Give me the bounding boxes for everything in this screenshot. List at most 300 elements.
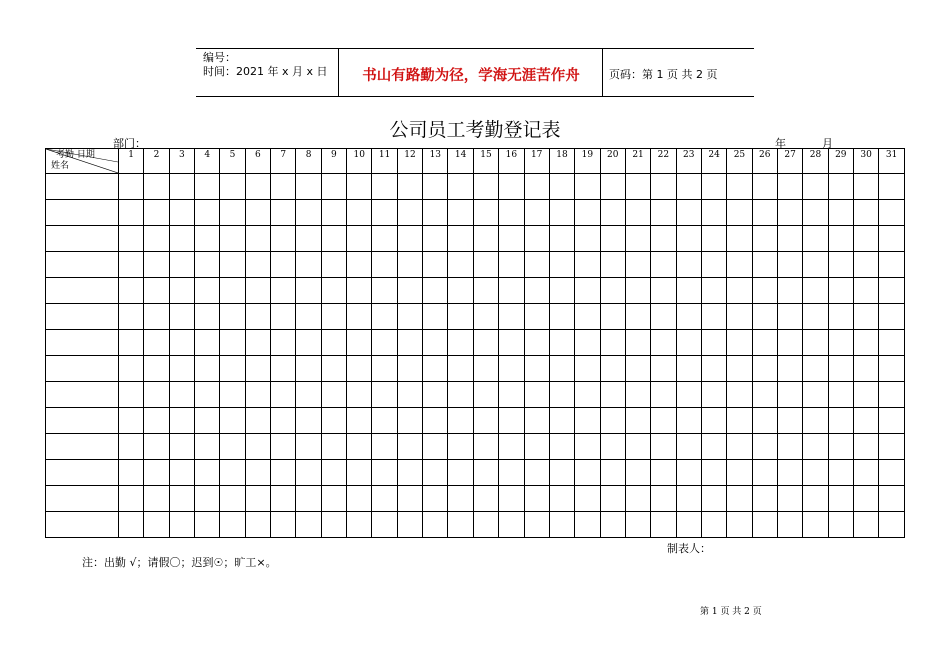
attendance-cell[interactable]	[625, 252, 650, 278]
attendance-cell[interactable]	[321, 356, 346, 382]
attendance-cell[interactable]	[853, 200, 878, 226]
attendance-cell[interactable]	[321, 278, 346, 304]
attendance-cell[interactable]	[119, 382, 144, 408]
attendance-cell[interactable]	[879, 382, 905, 408]
attendance-cell[interactable]	[752, 200, 777, 226]
attendance-cell[interactable]	[321, 460, 346, 486]
attendance-cell[interactable]	[423, 304, 448, 330]
attendance-cell[interactable]	[575, 382, 600, 408]
attendance-cell[interactable]	[372, 200, 397, 226]
attendance-cell[interactable]	[245, 226, 270, 252]
attendance-cell[interactable]	[701, 252, 726, 278]
attendance-cell[interactable]	[347, 330, 372, 356]
attendance-cell[interactable]	[828, 512, 853, 538]
attendance-cell[interactable]	[321, 512, 346, 538]
attendance-cell[interactable]	[651, 356, 676, 382]
attendance-cell[interactable]	[727, 486, 752, 512]
attendance-cell[interactable]	[296, 486, 321, 512]
attendance-cell[interactable]	[651, 200, 676, 226]
attendance-cell[interactable]	[195, 330, 220, 356]
attendance-cell[interactable]	[499, 408, 524, 434]
attendance-cell[interactable]	[423, 330, 448, 356]
attendance-cell[interactable]	[397, 486, 422, 512]
attendance-cell[interactable]	[575, 174, 600, 200]
attendance-cell[interactable]	[879, 486, 905, 512]
attendance-cell[interactable]	[220, 200, 245, 226]
attendance-cell[interactable]	[701, 434, 726, 460]
attendance-cell[interactable]	[701, 304, 726, 330]
attendance-cell[interactable]	[549, 460, 574, 486]
attendance-cell[interactable]	[144, 278, 169, 304]
attendance-cell[interactable]	[473, 174, 498, 200]
attendance-cell[interactable]	[347, 460, 372, 486]
attendance-cell[interactable]	[144, 408, 169, 434]
attendance-cell[interactable]	[448, 434, 473, 460]
attendance-cell[interactable]	[347, 252, 372, 278]
attendance-cell[interactable]	[347, 304, 372, 330]
attendance-cell[interactable]	[549, 486, 574, 512]
name-cell[interactable]	[46, 382, 119, 408]
attendance-cell[interactable]	[828, 174, 853, 200]
attendance-cell[interactable]	[853, 226, 878, 252]
attendance-cell[interactable]	[549, 278, 574, 304]
attendance-cell[interactable]	[828, 434, 853, 460]
attendance-cell[interactable]	[828, 304, 853, 330]
name-cell[interactable]	[46, 200, 119, 226]
attendance-cell[interactable]	[220, 278, 245, 304]
attendance-cell[interactable]	[245, 486, 270, 512]
attendance-cell[interactable]	[119, 304, 144, 330]
attendance-cell[interactable]	[727, 356, 752, 382]
attendance-cell[interactable]	[777, 330, 802, 356]
attendance-cell[interactable]	[321, 408, 346, 434]
attendance-cell[interactable]	[651, 460, 676, 486]
attendance-cell[interactable]	[777, 434, 802, 460]
attendance-cell[interactable]	[473, 434, 498, 460]
attendance-cell[interactable]	[625, 304, 650, 330]
attendance-cell[interactable]	[271, 408, 296, 434]
attendance-cell[interactable]	[853, 330, 878, 356]
attendance-cell[interactable]	[803, 434, 828, 460]
attendance-cell[interactable]	[245, 408, 270, 434]
attendance-cell[interactable]	[448, 252, 473, 278]
attendance-cell[interactable]	[296, 330, 321, 356]
attendance-cell[interactable]	[169, 408, 194, 434]
attendance-cell[interactable]	[195, 486, 220, 512]
attendance-cell[interactable]	[499, 434, 524, 460]
attendance-cell[interactable]	[727, 512, 752, 538]
attendance-cell[interactable]	[752, 408, 777, 434]
attendance-cell[interactable]	[676, 174, 701, 200]
attendance-cell[interactable]	[397, 278, 422, 304]
attendance-cell[interactable]	[296, 200, 321, 226]
attendance-cell[interactable]	[701, 200, 726, 226]
attendance-cell[interactable]	[600, 174, 625, 200]
attendance-cell[interactable]	[448, 174, 473, 200]
attendance-cell[interactable]	[803, 330, 828, 356]
attendance-cell[interactable]	[245, 434, 270, 460]
attendance-cell[interactable]	[448, 226, 473, 252]
attendance-cell[interactable]	[321, 330, 346, 356]
attendance-cell[interactable]	[448, 460, 473, 486]
attendance-cell[interactable]	[727, 226, 752, 252]
attendance-cell[interactable]	[119, 330, 144, 356]
attendance-cell[interactable]	[144, 434, 169, 460]
attendance-cell[interactable]	[600, 330, 625, 356]
attendance-cell[interactable]	[600, 304, 625, 330]
attendance-cell[interactable]	[879, 434, 905, 460]
attendance-cell[interactable]	[600, 252, 625, 278]
attendance-cell[interactable]	[144, 174, 169, 200]
attendance-cell[interactable]	[803, 356, 828, 382]
attendance-cell[interactable]	[347, 512, 372, 538]
attendance-cell[interactable]	[524, 252, 549, 278]
attendance-cell[interactable]	[347, 434, 372, 460]
attendance-cell[interactable]	[372, 174, 397, 200]
attendance-cell[interactable]	[195, 174, 220, 200]
attendance-cell[interactable]	[423, 486, 448, 512]
attendance-cell[interactable]	[752, 512, 777, 538]
attendance-cell[interactable]	[651, 226, 676, 252]
attendance-cell[interactable]	[828, 278, 853, 304]
attendance-cell[interactable]	[879, 174, 905, 200]
attendance-cell[interactable]	[195, 434, 220, 460]
attendance-cell[interactable]	[245, 174, 270, 200]
attendance-cell[interactable]	[397, 252, 422, 278]
attendance-cell[interactable]	[575, 304, 600, 330]
attendance-cell[interactable]	[625, 330, 650, 356]
attendance-cell[interactable]	[600, 356, 625, 382]
attendance-cell[interactable]	[499, 226, 524, 252]
attendance-cell[interactable]	[271, 278, 296, 304]
attendance-cell[interactable]	[524, 304, 549, 330]
attendance-cell[interactable]	[321, 226, 346, 252]
attendance-cell[interactable]	[321, 382, 346, 408]
attendance-cell[interactable]	[625, 486, 650, 512]
attendance-cell[interactable]	[803, 460, 828, 486]
attendance-cell[interactable]	[271, 356, 296, 382]
attendance-cell[interactable]	[321, 486, 346, 512]
attendance-cell[interactable]	[271, 304, 296, 330]
attendance-cell[interactable]	[473, 304, 498, 330]
attendance-cell[interactable]	[727, 330, 752, 356]
name-cell[interactable]	[46, 252, 119, 278]
attendance-cell[interactable]	[625, 174, 650, 200]
attendance-cell[interactable]	[575, 200, 600, 226]
attendance-cell[interactable]	[651, 278, 676, 304]
attendance-cell[interactable]	[701, 226, 726, 252]
attendance-cell[interactable]	[169, 486, 194, 512]
attendance-cell[interactable]	[524, 330, 549, 356]
attendance-cell[interactable]	[524, 512, 549, 538]
attendance-cell[interactable]	[169, 356, 194, 382]
attendance-cell[interactable]	[220, 512, 245, 538]
attendance-cell[interactable]	[575, 330, 600, 356]
attendance-cell[interactable]	[828, 252, 853, 278]
attendance-cell[interactable]	[853, 304, 878, 330]
attendance-cell[interactable]	[752, 226, 777, 252]
attendance-cell[interactable]	[777, 512, 802, 538]
attendance-cell[interactable]	[549, 512, 574, 538]
name-cell[interactable]	[46, 434, 119, 460]
attendance-cell[interactable]	[169, 382, 194, 408]
attendance-cell[interactable]	[448, 408, 473, 434]
attendance-cell[interactable]	[169, 252, 194, 278]
attendance-cell[interactable]	[321, 200, 346, 226]
attendance-cell[interactable]	[803, 174, 828, 200]
attendance-cell[interactable]	[524, 434, 549, 460]
attendance-cell[interactable]	[296, 512, 321, 538]
attendance-cell[interactable]	[625, 382, 650, 408]
attendance-cell[interactable]	[524, 226, 549, 252]
attendance-cell[interactable]	[676, 486, 701, 512]
attendance-cell[interactable]	[701, 408, 726, 434]
attendance-cell[interactable]	[473, 486, 498, 512]
attendance-cell[interactable]	[701, 174, 726, 200]
attendance-cell[interactable]	[777, 304, 802, 330]
attendance-cell[interactable]	[296, 226, 321, 252]
attendance-cell[interactable]	[119, 486, 144, 512]
attendance-cell[interactable]	[423, 200, 448, 226]
attendance-cell[interactable]	[448, 382, 473, 408]
attendance-cell[interactable]	[676, 330, 701, 356]
attendance-cell[interactable]	[625, 460, 650, 486]
attendance-cell[interactable]	[676, 226, 701, 252]
attendance-cell[interactable]	[676, 200, 701, 226]
attendance-cell[interactable]	[372, 278, 397, 304]
attendance-cell[interactable]	[879, 304, 905, 330]
attendance-cell[interactable]	[828, 408, 853, 434]
attendance-cell[interactable]	[397, 226, 422, 252]
attendance-cell[interactable]	[119, 460, 144, 486]
attendance-cell[interactable]	[423, 174, 448, 200]
attendance-cell[interactable]	[296, 382, 321, 408]
attendance-cell[interactable]	[777, 226, 802, 252]
attendance-cell[interactable]	[600, 434, 625, 460]
attendance-cell[interactable]	[752, 174, 777, 200]
attendance-cell[interactable]	[777, 408, 802, 434]
attendance-cell[interactable]	[803, 226, 828, 252]
attendance-cell[interactable]	[473, 356, 498, 382]
attendance-cell[interactable]	[499, 330, 524, 356]
attendance-cell[interactable]	[600, 382, 625, 408]
attendance-cell[interactable]	[347, 278, 372, 304]
attendance-cell[interactable]	[727, 278, 752, 304]
attendance-cell[interactable]	[625, 226, 650, 252]
attendance-cell[interactable]	[169, 460, 194, 486]
attendance-cell[interactable]	[549, 174, 574, 200]
attendance-cell[interactable]	[119, 226, 144, 252]
attendance-cell[interactable]	[448, 278, 473, 304]
attendance-cell[interactable]	[195, 382, 220, 408]
attendance-cell[interactable]	[372, 486, 397, 512]
attendance-cell[interactable]	[651, 382, 676, 408]
attendance-cell[interactable]	[473, 460, 498, 486]
attendance-cell[interactable]	[144, 304, 169, 330]
attendance-cell[interactable]	[828, 486, 853, 512]
attendance-cell[interactable]	[473, 330, 498, 356]
attendance-cell[interactable]	[448, 200, 473, 226]
attendance-cell[interactable]	[853, 174, 878, 200]
attendance-cell[interactable]	[524, 408, 549, 434]
attendance-cell[interactable]	[701, 486, 726, 512]
attendance-cell[interactable]	[245, 252, 270, 278]
attendance-cell[interactable]	[879, 512, 905, 538]
attendance-cell[interactable]	[245, 460, 270, 486]
attendance-cell[interactable]	[651, 174, 676, 200]
attendance-cell[interactable]	[397, 356, 422, 382]
attendance-cell[interactable]	[549, 408, 574, 434]
attendance-cell[interactable]	[423, 226, 448, 252]
attendance-cell[interactable]	[321, 304, 346, 330]
attendance-cell[interactable]	[169, 512, 194, 538]
attendance-cell[interactable]	[347, 408, 372, 434]
attendance-cell[interactable]	[777, 278, 802, 304]
attendance-cell[interactable]	[296, 304, 321, 330]
attendance-cell[interactable]	[803, 252, 828, 278]
attendance-cell[interactable]	[625, 408, 650, 434]
attendance-cell[interactable]	[777, 382, 802, 408]
attendance-cell[interactable]	[575, 460, 600, 486]
attendance-cell[interactable]	[195, 200, 220, 226]
attendance-cell[interactable]	[423, 460, 448, 486]
attendance-cell[interactable]	[473, 382, 498, 408]
attendance-cell[interactable]	[119, 434, 144, 460]
attendance-cell[interactable]	[195, 460, 220, 486]
attendance-cell[interactable]	[828, 382, 853, 408]
attendance-cell[interactable]	[245, 330, 270, 356]
attendance-cell[interactable]	[321, 434, 346, 460]
attendance-cell[interactable]	[245, 382, 270, 408]
attendance-cell[interactable]	[752, 252, 777, 278]
attendance-cell[interactable]	[119, 174, 144, 200]
attendance-cell[interactable]	[879, 278, 905, 304]
attendance-cell[interactable]	[600, 486, 625, 512]
attendance-cell[interactable]	[245, 200, 270, 226]
attendance-cell[interactable]	[499, 200, 524, 226]
attendance-cell[interactable]	[499, 174, 524, 200]
attendance-cell[interactable]	[701, 382, 726, 408]
attendance-cell[interactable]	[727, 382, 752, 408]
attendance-cell[interactable]	[144, 460, 169, 486]
attendance-cell[interactable]	[271, 512, 296, 538]
attendance-cell[interactable]	[575, 278, 600, 304]
attendance-cell[interactable]	[853, 356, 878, 382]
attendance-cell[interactable]	[397, 174, 422, 200]
attendance-cell[interactable]	[600, 460, 625, 486]
attendance-cell[interactable]	[271, 174, 296, 200]
name-cell[interactable]	[46, 460, 119, 486]
attendance-cell[interactable]	[347, 200, 372, 226]
attendance-cell[interactable]	[676, 460, 701, 486]
attendance-cell[interactable]	[752, 460, 777, 486]
attendance-cell[interactable]	[144, 486, 169, 512]
attendance-cell[interactable]	[777, 460, 802, 486]
attendance-cell[interactable]	[245, 304, 270, 330]
attendance-cell[interactable]	[473, 252, 498, 278]
attendance-cell[interactable]	[144, 226, 169, 252]
attendance-cell[interactable]	[752, 382, 777, 408]
attendance-cell[interactable]	[549, 226, 574, 252]
attendance-cell[interactable]	[296, 434, 321, 460]
name-cell[interactable]	[46, 512, 119, 538]
attendance-cell[interactable]	[549, 382, 574, 408]
attendance-cell[interactable]	[853, 408, 878, 434]
attendance-cell[interactable]	[524, 200, 549, 226]
attendance-cell[interactable]	[524, 460, 549, 486]
attendance-cell[interactable]	[727, 200, 752, 226]
attendance-cell[interactable]	[752, 330, 777, 356]
attendance-cell[interactable]	[853, 512, 878, 538]
attendance-cell[interactable]	[828, 330, 853, 356]
attendance-cell[interactable]	[651, 408, 676, 434]
attendance-cell[interactable]	[119, 408, 144, 434]
attendance-cell[interactable]	[220, 226, 245, 252]
attendance-cell[interactable]	[347, 486, 372, 512]
attendance-cell[interactable]	[321, 252, 346, 278]
attendance-cell[interactable]	[727, 304, 752, 330]
attendance-cell[interactable]	[220, 408, 245, 434]
attendance-cell[interactable]	[676, 434, 701, 460]
attendance-cell[interactable]	[676, 408, 701, 434]
attendance-cell[interactable]	[575, 408, 600, 434]
attendance-cell[interactable]	[372, 434, 397, 460]
attendance-cell[interactable]	[397, 408, 422, 434]
attendance-cell[interactable]	[828, 226, 853, 252]
attendance-cell[interactable]	[169, 304, 194, 330]
attendance-cell[interactable]	[828, 356, 853, 382]
attendance-cell[interactable]	[372, 408, 397, 434]
attendance-cell[interactable]	[549, 304, 574, 330]
attendance-cell[interactable]	[220, 174, 245, 200]
attendance-cell[interactable]	[803, 486, 828, 512]
attendance-cell[interactable]	[372, 460, 397, 486]
attendance-cell[interactable]	[625, 356, 650, 382]
attendance-cell[interactable]	[220, 330, 245, 356]
attendance-cell[interactable]	[195, 226, 220, 252]
attendance-cell[interactable]	[245, 278, 270, 304]
attendance-cell[interactable]	[575, 486, 600, 512]
attendance-cell[interactable]	[220, 252, 245, 278]
attendance-cell[interactable]	[271, 200, 296, 226]
attendance-cell[interactable]	[777, 356, 802, 382]
attendance-cell[interactable]	[499, 304, 524, 330]
attendance-cell[interactable]	[271, 226, 296, 252]
attendance-cell[interactable]	[473, 200, 498, 226]
attendance-cell[interactable]	[701, 278, 726, 304]
attendance-cell[interactable]	[651, 330, 676, 356]
attendance-cell[interactable]	[423, 512, 448, 538]
attendance-cell[interactable]	[169, 200, 194, 226]
attendance-cell[interactable]	[676, 304, 701, 330]
attendance-cell[interactable]	[245, 512, 270, 538]
attendance-cell[interactable]	[220, 460, 245, 486]
attendance-cell[interactable]	[423, 382, 448, 408]
attendance-cell[interactable]	[625, 512, 650, 538]
attendance-cell[interactable]	[803, 278, 828, 304]
attendance-cell[interactable]	[397, 330, 422, 356]
attendance-cell[interactable]	[752, 304, 777, 330]
attendance-cell[interactable]	[372, 252, 397, 278]
attendance-cell[interactable]	[777, 174, 802, 200]
attendance-cell[interactable]	[879, 252, 905, 278]
attendance-cell[interactable]	[727, 174, 752, 200]
attendance-cell[interactable]	[701, 356, 726, 382]
attendance-cell[interactable]	[853, 382, 878, 408]
attendance-cell[interactable]	[448, 356, 473, 382]
attendance-cell[interactable]	[195, 356, 220, 382]
attendance-cell[interactable]	[473, 512, 498, 538]
